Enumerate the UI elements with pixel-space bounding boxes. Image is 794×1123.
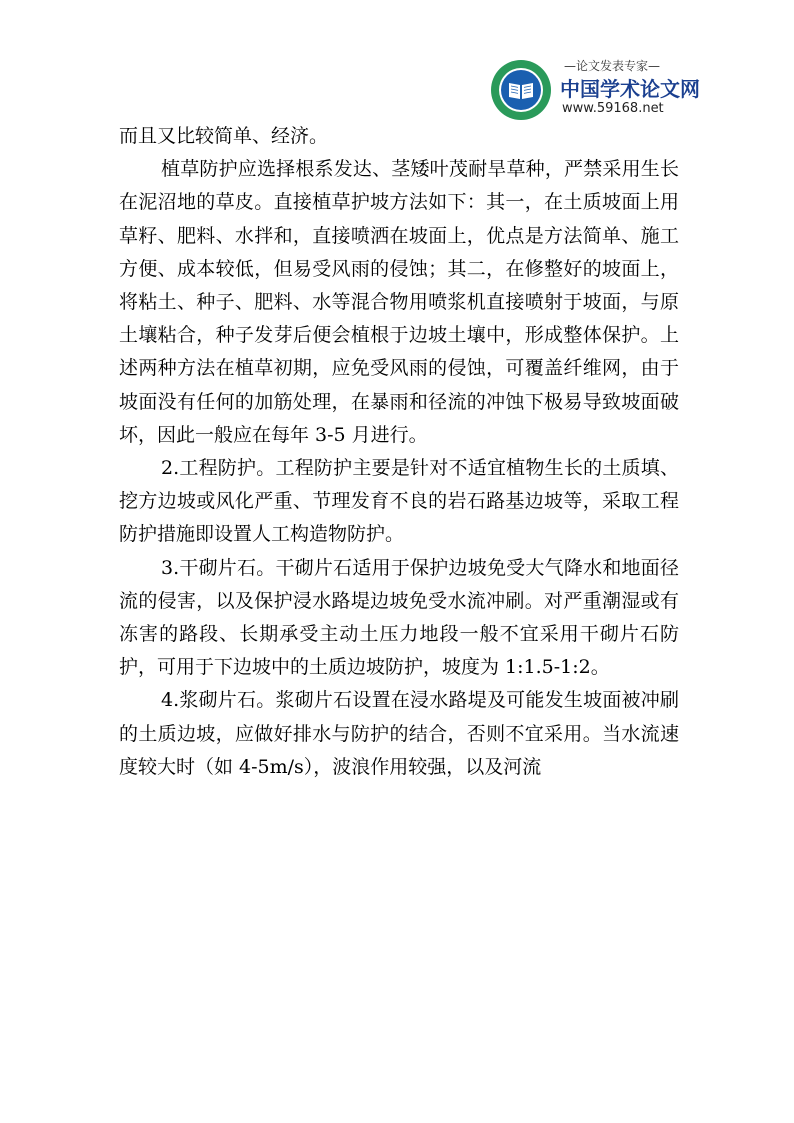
logo-tagline: —论文发表专家— — [564, 59, 661, 73]
paragraph-dry-stone: 3.干砌片石。干砌片石适用于保护边坡免受大气降水和地面径流的侵害，以及保护浸水路堤边坡免受水流冲刷。对严重潮湿或有冻害的路段、长期承受主动土压力地段一般不宜采用干砌片石防护，可用于下边坡中的土质边坡防护，坡度为 1:1.5-1:2。 — [119, 556, 679, 679]
site-logo — [490, 55, 700, 127]
logo-url: www.59168.net — [562, 101, 664, 116]
document-body — [119, 120, 679, 784]
logo-seal-icon — [490, 59, 552, 121]
paragraph-grass-protection: 植草防护应选择根系发达、茎矮叶茂耐旱草种，严禁采用生长在泥沼地的草皮。直接植草护坡方法如下：其一，在土质坡面上用草籽、肥料、水拌和，直接喷洒在坡面上，优点是方法简单、施工方便、成本较低，但易受风雨的侵蚀；其二，在修整好的坡面上，将粘土、种子、肥料、水等混合物用喷浆机直接喷射于坡面，与原土壤粘合，种子发芽后便会植根于边坡土壤中，形成整体保护。上述两种方法在植草初期，应免受风雨的侵蚀，可覆盖纤维网，由于坡面没有任何的加筋处理，在暴雨和径流的冲蚀下极易导致坡面破坏，因此一般应在每年 3-5 月进行。 — [119, 158, 679, 446]
paragraph-continuation: 而且又比较简单、经济。 — [119, 125, 329, 147]
paragraph-mortar-stone: 4.浆砌片石。浆砌片石设置在浸水路堤及可能发生坡面被冲刷的土质边坡，应做好排水与防护的结合，否则不宜采用。当水流速度较大时（如 4-5m/s），波浪作用较强，以及河流 — [119, 689, 679, 778]
paragraph-engineering-protection: 2.工程防护。工程防护主要是针对不适宜植物生长的土质填、挖方边坡或风化严重、节理发育不良的岩石路基边坡等，采取工程防护措施即设置人工构造物防护。 — [119, 457, 679, 546]
logo-site-name: 中国学术论文网 — [560, 77, 700, 101]
